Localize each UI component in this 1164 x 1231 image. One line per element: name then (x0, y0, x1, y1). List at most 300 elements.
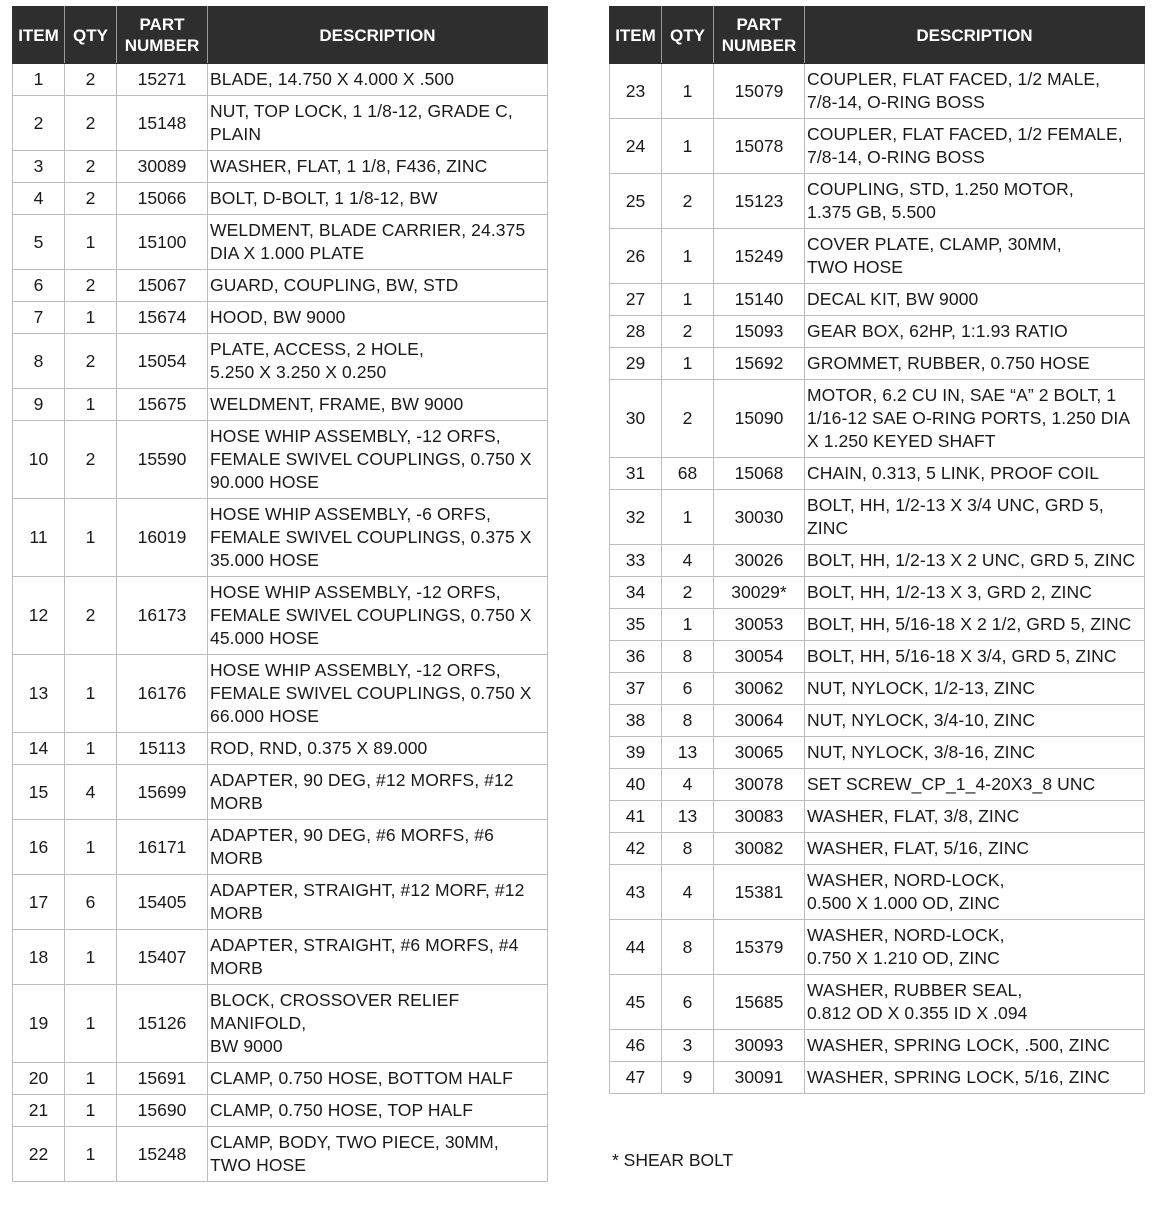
description-line: BOLT, HH, 5/16-18 X 3/4, GRD 5, ZINC (807, 646, 1117, 666)
cell-part-number: 30091 (714, 1062, 805, 1094)
cell-item: 18 (13, 930, 65, 985)
cell-part-number: 30078 (714, 769, 805, 801)
table-row (13, 577, 548, 655)
cell-description (805, 64, 1145, 119)
cell-qty: 68 (662, 458, 714, 490)
cell-qty: 6 (662, 673, 714, 705)
cell-qty: 8 (662, 920, 714, 975)
description-line: ADAPTER, 90 DEG, #6 MORFS, #6 (210, 825, 494, 845)
cell-part-number: 30083 (714, 801, 805, 833)
table-row (13, 875, 548, 930)
description-line: HOOD, BW 9000 (210, 307, 346, 327)
cell-part-number: 30082 (714, 833, 805, 865)
table-row (610, 801, 1145, 833)
header-item: ITEM (610, 7, 662, 64)
description-line: NUT, NYLOCK, 3/4-10, ZINC (807, 710, 1036, 730)
cell-item: 3 (13, 151, 65, 183)
description-line: NUT, NYLOCK, 3/8-16, ZINC (807, 742, 1036, 762)
table-row (13, 334, 548, 389)
header-part-line2: NUMBER (124, 36, 200, 55)
description-line: MORB (210, 903, 263, 923)
description-line: BW 9000 (210, 1036, 283, 1056)
cell-description (208, 820, 548, 875)
cell-item: 7 (13, 302, 65, 334)
cell-item: 38 (610, 705, 662, 737)
cell-description (805, 229, 1145, 284)
cell-item: 22 (13, 1127, 65, 1182)
cell-qty: 2 (65, 96, 117, 151)
cell-description (805, 174, 1145, 229)
description-line: 45.000 HOSE (210, 628, 320, 648)
cell-qty: 13 (662, 801, 714, 833)
cell-qty: 1 (662, 64, 714, 119)
cell-part-number: 15381 (714, 865, 805, 920)
cell-qty: 1 (65, 733, 117, 765)
cell-description (208, 499, 548, 577)
table-row (610, 1030, 1145, 1062)
header-row (13, 7, 548, 64)
cell-item: 32 (610, 490, 662, 545)
description-line: MORB (210, 848, 263, 868)
table-row (610, 64, 1145, 119)
cell-item: 35 (610, 609, 662, 641)
description-line: PLATE, ACCESS, 2 HOLE, (210, 339, 424, 359)
cell-description (805, 705, 1145, 737)
table-row (13, 183, 548, 215)
cell-qty: 1 (65, 1063, 117, 1095)
header-part-number (714, 7, 805, 64)
cell-description (208, 733, 548, 765)
cell-description (208, 421, 548, 499)
description-line: WASHER, FLAT, 3/8, ZINC (807, 806, 1020, 826)
header-row (610, 7, 1145, 64)
cell-description (805, 1062, 1145, 1094)
cell-qty: 1 (662, 229, 714, 284)
table-row (610, 316, 1145, 348)
cell-part-number: 30030 (714, 490, 805, 545)
cell-item: 14 (13, 733, 65, 765)
cell-part-number: 15249 (714, 229, 805, 284)
cell-item: 27 (610, 284, 662, 316)
description-line: FEMALE SWIVEL COUPLINGS, 0.750 X (210, 605, 532, 625)
cell-description (208, 64, 548, 96)
description-line: COUPLER, FLAT FACED, 1/2 MALE, (807, 69, 1101, 89)
cell-part-number: 30064 (714, 705, 805, 737)
cell-part-number: 16176 (117, 655, 208, 733)
cell-description (805, 545, 1145, 577)
table-row (13, 270, 548, 302)
table-row (610, 1062, 1145, 1094)
cell-qty: 1 (65, 499, 117, 577)
cell-part-number: 15093 (714, 316, 805, 348)
cell-part-number: 15248 (117, 1127, 208, 1182)
cell-description (208, 389, 548, 421)
table-row (13, 302, 548, 334)
cell-item: 19 (13, 985, 65, 1063)
description-line: CLAMP, BODY, TWO PIECE, 30MM, (210, 1132, 499, 1152)
cell-description (805, 769, 1145, 801)
cell-qty: 13 (662, 737, 714, 769)
description-line: WASHER, SPRING LOCK, 5/16, ZINC (807, 1067, 1110, 1087)
cell-qty: 2 (65, 421, 117, 499)
cell-qty: 1 (65, 1127, 117, 1182)
cell-part-number: 30029* (714, 577, 805, 609)
cell-description (208, 577, 548, 655)
table-row (13, 765, 548, 820)
description-line: FEMALE SWIVEL COUPLINGS, 0.750 X (210, 683, 532, 703)
cell-qty: 1 (662, 609, 714, 641)
description-line: CLAMP, 0.750 HOSE, BOTTOM HALF (210, 1068, 513, 1088)
description-line: BLOCK, CROSSOVER RELIEF MANIFOLD, (210, 990, 460, 1033)
description-line: 0.500 X 1.000 OD, ZINC (807, 893, 1000, 913)
cell-description (208, 96, 548, 151)
cell-qty: 2 (65, 334, 117, 389)
cell-description (805, 641, 1145, 673)
cell-description (208, 875, 548, 930)
table-row (610, 348, 1145, 380)
cell-qty: 4 (662, 865, 714, 920)
table-row (13, 1127, 548, 1182)
cell-qty: 8 (662, 833, 714, 865)
table-row (610, 458, 1145, 490)
cell-description (208, 655, 548, 733)
cell-qty: 2 (65, 64, 117, 96)
table-row (610, 737, 1145, 769)
cell-description (208, 985, 548, 1063)
description-line: DIA X 1.000 PLATE (210, 243, 365, 263)
cell-item: 10 (13, 421, 65, 499)
cell-item: 29 (610, 348, 662, 380)
table-row (13, 930, 548, 985)
description-line: BOLT, HH, 5/16-18 X 2 1/2, GRD 5, ZINC (807, 614, 1132, 634)
cell-qty: 1 (65, 930, 117, 985)
description-line: WELDMENT, BLADE CARRIER, 24.375 (210, 220, 526, 240)
table-row (610, 577, 1145, 609)
cell-qty: 3 (662, 1030, 714, 1062)
description-line: 35.000 HOSE (210, 550, 320, 570)
cell-description (805, 316, 1145, 348)
description-line: WASHER, NORD-LOCK, (807, 870, 1005, 890)
description-line: GUARD, COUPLING, BW, STD (210, 275, 459, 295)
cell-description (805, 865, 1145, 920)
description-line: COUPLING, STD, 1.250 MOTOR, (807, 179, 1074, 199)
cell-part-number: 30054 (714, 641, 805, 673)
table-row (610, 833, 1145, 865)
description-line: ADAPTER, STRAIGHT, #12 MORF, #12 (210, 880, 525, 900)
cell-part-number: 15692 (714, 348, 805, 380)
cell-part-number: 15699 (117, 765, 208, 820)
cell-part-number: 15100 (117, 215, 208, 270)
table-row (610, 705, 1145, 737)
cell-item: 21 (13, 1095, 65, 1127)
cell-item: 9 (13, 389, 65, 421)
cell-qty: 4 (65, 765, 117, 820)
cell-item: 41 (610, 801, 662, 833)
table-row (610, 490, 1145, 545)
cell-description (208, 151, 548, 183)
description-line: 5.250 X 3.250 X 0.250 (210, 362, 387, 382)
cell-description (208, 930, 548, 985)
description-line: DECAL KIT, BW 9000 (807, 289, 979, 309)
table-row (610, 769, 1145, 801)
cell-qty: 6 (662, 975, 714, 1030)
table-row (13, 64, 548, 96)
cell-qty: 2 (662, 577, 714, 609)
description-line: NUT, TOP LOCK, 1 1/8-12, GRADE C, (210, 101, 513, 121)
cell-description (805, 577, 1145, 609)
cell-qty: 1 (662, 119, 714, 174)
cell-item: 16 (13, 820, 65, 875)
table-row (610, 380, 1145, 458)
table-row (13, 215, 548, 270)
table-row (13, 985, 548, 1063)
cell-description (208, 302, 548, 334)
cell-qty: 6 (65, 875, 117, 930)
table-row (13, 1063, 548, 1095)
table-row (610, 174, 1145, 229)
table-row (13, 820, 548, 875)
cell-description (805, 801, 1145, 833)
cell-description (805, 920, 1145, 975)
cell-item: 23 (610, 64, 662, 119)
description-line: TWO HOSE (807, 257, 904, 277)
cell-description (805, 673, 1145, 705)
description-line: FEMALE SWIVEL COUPLINGS, 0.375 X (210, 527, 532, 547)
cell-description (805, 348, 1145, 380)
table-row (610, 920, 1145, 975)
cell-description (208, 1063, 548, 1095)
description-line: 0.750 X 1.210 OD, ZINC (807, 948, 1000, 968)
description-line: SET SCREW_CP_1_4-20X3_8 UNC (807, 774, 1096, 794)
header-part-number (117, 7, 208, 64)
cell-qty: 1 (65, 302, 117, 334)
description-line: ADAPTER, 90 DEG, #12 MORFS, #12 (210, 770, 514, 790)
header-qty: QTY (65, 7, 117, 64)
cell-part-number: 15126 (117, 985, 208, 1063)
table-row (610, 284, 1145, 316)
description-line: TWO HOSE (210, 1155, 307, 1175)
description-line: BOLT, D-BOLT, 1 1/8-12, BW (210, 188, 438, 208)
cell-part-number: 30093 (714, 1030, 805, 1062)
cell-item: 26 (610, 229, 662, 284)
description-line: ZINC (807, 518, 849, 538)
cell-part-number: 15407 (117, 930, 208, 985)
cell-item: 43 (610, 865, 662, 920)
cell-qty: 8 (662, 705, 714, 737)
cell-item: 15 (13, 765, 65, 820)
description-line: MORB (210, 793, 263, 813)
cell-item: 42 (610, 833, 662, 865)
cell-part-number: 15068 (714, 458, 805, 490)
cell-part-number: 15405 (117, 875, 208, 930)
cell-item: 13 (13, 655, 65, 733)
description-line: WASHER, NORD-LOCK, (807, 925, 1005, 945)
cell-part-number: 15675 (117, 389, 208, 421)
header-description: DESCRIPTION (208, 7, 548, 64)
cell-qty: 4 (662, 769, 714, 801)
cell-part-number: 15140 (714, 284, 805, 316)
cell-item: 11 (13, 499, 65, 577)
table-row (13, 151, 548, 183)
cell-item: 4 (13, 183, 65, 215)
description-line: WASHER, RUBBER SEAL, (807, 980, 1023, 1000)
cell-item: 45 (610, 975, 662, 1030)
cell-description (208, 1095, 548, 1127)
cell-description (208, 183, 548, 215)
header-item: ITEM (13, 7, 65, 64)
cell-item: 44 (610, 920, 662, 975)
cell-item: 20 (13, 1063, 65, 1095)
cell-item: 34 (610, 577, 662, 609)
description-line: NUT, NYLOCK, 1/2-13, ZINC (807, 678, 1036, 698)
cell-description (805, 284, 1145, 316)
cell-item: 37 (610, 673, 662, 705)
cell-part-number: 15079 (714, 64, 805, 119)
table-row (13, 499, 548, 577)
description-line: WASHER, SPRING LOCK, .500, ZINC (807, 1035, 1110, 1055)
cell-qty: 2 (65, 183, 117, 215)
cell-description (208, 270, 548, 302)
cell-part-number: 16173 (117, 577, 208, 655)
header-part-line2: NUMBER (721, 36, 797, 55)
description-line: MORB (210, 958, 263, 978)
cell-part-number: 15148 (117, 96, 208, 151)
cell-qty: 1 (65, 389, 117, 421)
description-line: BOLT, HH, 1/2-13 X 2 UNC, GRD 5, ZINC (807, 550, 1136, 570)
description-line: 7/8-14, O-RING BOSS (807, 92, 985, 112)
cell-item: 12 (13, 577, 65, 655)
cell-qty: 1 (65, 655, 117, 733)
table-row (610, 119, 1145, 174)
cell-item: 6 (13, 270, 65, 302)
description-line: X 1.250 KEYED SHAFT (807, 431, 996, 451)
cell-qty: 1 (65, 215, 117, 270)
cell-part-number: 15113 (117, 733, 208, 765)
description-line: 1/16-12 SAE O-RING PORTS, 1.250 DIA (807, 408, 1131, 428)
cell-item: 31 (610, 458, 662, 490)
cell-description (805, 119, 1145, 174)
description-line: CHAIN, 0.313, 5 LINK, PROOF COIL (807, 463, 1100, 483)
table-row (13, 421, 548, 499)
table-row (610, 865, 1145, 920)
header-qty: QTY (662, 7, 714, 64)
cell-item: 36 (610, 641, 662, 673)
cell-part-number: 16171 (117, 820, 208, 875)
description-line: CLAMP, 0.750 HOSE, TOP HALF (210, 1100, 474, 1120)
table-row (610, 609, 1145, 641)
cell-item: 5 (13, 215, 65, 270)
cell-part-number: 30062 (714, 673, 805, 705)
cell-item: 1 (13, 64, 65, 96)
description-line: HOSE WHIP ASSEMBLY, -12 ORFS, (210, 660, 501, 680)
cell-qty: 1 (662, 490, 714, 545)
description-line: HOSE WHIP ASSEMBLY, -12 ORFS, (210, 582, 501, 602)
table-row (13, 96, 548, 151)
cell-part-number: 15123 (714, 174, 805, 229)
description-line: 66.000 HOSE (210, 706, 320, 726)
cell-qty: 4 (662, 545, 714, 577)
table-row (610, 641, 1145, 673)
cell-part-number: 15054 (117, 334, 208, 389)
cell-qty: 2 (662, 316, 714, 348)
cell-description (805, 458, 1145, 490)
cell-part-number: 15674 (117, 302, 208, 334)
cell-qty: 1 (65, 1095, 117, 1127)
description-line: COVER PLATE, CLAMP, 30MM, (807, 234, 1062, 254)
cell-description (208, 334, 548, 389)
cell-description (805, 975, 1145, 1030)
cell-item: 17 (13, 875, 65, 930)
cell-qty: 2 (65, 151, 117, 183)
cell-item: 33 (610, 545, 662, 577)
cell-description (805, 380, 1145, 458)
footnote: * SHEAR BOLT (612, 1150, 734, 1170)
description-line: HOSE WHIP ASSEMBLY, -12 ORFS, (210, 426, 501, 446)
table-row (610, 229, 1145, 284)
cell-part-number: 15685 (714, 975, 805, 1030)
cell-item: 39 (610, 737, 662, 769)
cell-part-number: 15067 (117, 270, 208, 302)
cell-description (805, 490, 1145, 545)
cell-part-number: 15078 (714, 119, 805, 174)
description-line: HOSE WHIP ASSEMBLY, -6 ORFS, (210, 504, 491, 524)
description-line: BLADE, 14.750 X 4.000 X .500 (210, 69, 455, 89)
cell-qty: 1 (662, 284, 714, 316)
cell-part-number: 15271 (117, 64, 208, 96)
cell-description (805, 1030, 1145, 1062)
table-row (13, 733, 548, 765)
cell-description (208, 1127, 548, 1182)
cell-part-number: 15090 (714, 380, 805, 458)
cell-qty: 2 (65, 270, 117, 302)
header-description: DESCRIPTION (805, 7, 1145, 64)
description-line: WELDMENT, FRAME, BW 9000 (210, 394, 464, 414)
description-line: ROD, RND, 0.375 X 89.000 (210, 738, 428, 758)
cell-item: 8 (13, 334, 65, 389)
cell-qty: 9 (662, 1062, 714, 1094)
description-line: BOLT, HH, 1/2-13 X 3/4 UNC, GRD 5, (807, 495, 1104, 515)
description-line: GEAR BOX, 62HP, 1:1.93 RATIO (807, 321, 1068, 341)
cell-part-number: 30026 (714, 545, 805, 577)
parts-table-left (12, 6, 548, 1182)
header-part-line1: PART (139, 15, 185, 34)
cell-part-number: 16019 (117, 499, 208, 577)
cell-qty: 1 (65, 985, 117, 1063)
cell-qty: 2 (662, 174, 714, 229)
cell-qty: 1 (65, 820, 117, 875)
cell-description (208, 765, 548, 820)
cell-part-number: 15066 (117, 183, 208, 215)
cell-part-number: 30089 (117, 151, 208, 183)
description-line: COUPLER, FLAT FACED, 1/2 FEMALE, (807, 124, 1123, 144)
table-row (610, 975, 1145, 1030)
description-line: WASHER, FLAT, 5/16, ZINC (807, 838, 1030, 858)
cell-part-number: 30053 (714, 609, 805, 641)
cell-item: 40 (610, 769, 662, 801)
cell-description (805, 737, 1145, 769)
cell-part-number: 15690 (117, 1095, 208, 1127)
header-part-line1: PART (736, 15, 782, 34)
description-line: 7/8-14, O-RING BOSS (807, 147, 985, 167)
description-line: 0.812 OD X 0.355 ID X .094 (807, 1003, 1028, 1023)
cell-part-number: 15691 (117, 1063, 208, 1095)
parts-table-right (609, 6, 1145, 1094)
table-row (13, 655, 548, 733)
cell-qty: 2 (662, 380, 714, 458)
cell-qty: 2 (65, 577, 117, 655)
description-line: BOLT, HH, 1/2-13 X 3, GRD 2, ZINC (807, 582, 1093, 602)
cell-item: 46 (610, 1030, 662, 1062)
